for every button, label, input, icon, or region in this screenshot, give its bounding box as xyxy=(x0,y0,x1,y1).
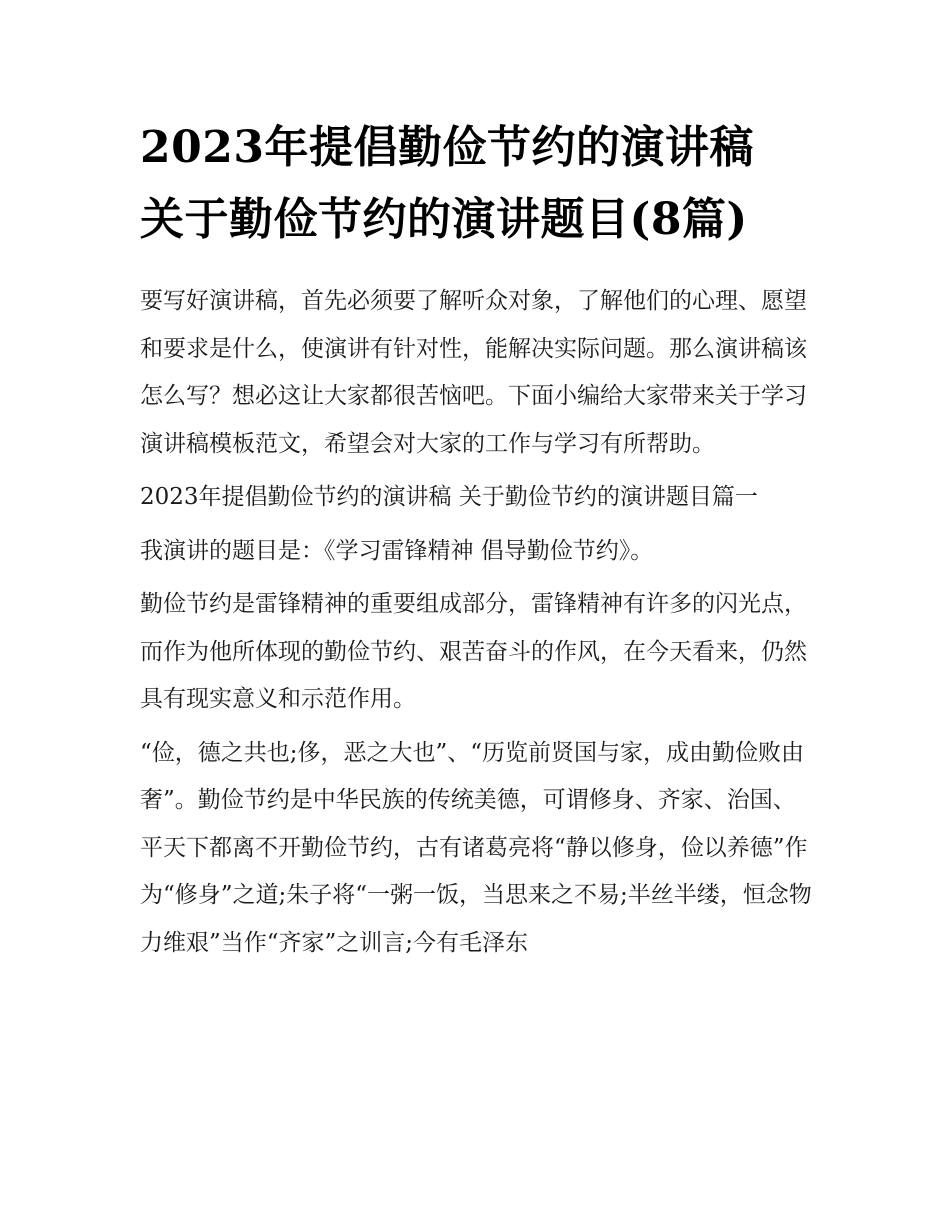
body-paragraph: “俭，德之共也;侈，恶之大也”、“历览前贤国与家，成由勤俭败由奢”。勤俭节约是中华民族的传统美德，可谓修身、齐家、治国、平天下都离不开勤俭节约，古有诸葛亮将“静以修身，俭以养德”作为“修身”之道;朱子将“一粥一饭，当思来之不易;半丝半缕，恒念物力维艰”当作“齐家”之训言;今有毛泽东 xyxy=(140,739,812,956)
document-body xyxy=(140,278,812,967)
section-heading: 2023年提倡勤俭节约的演讲稿 关于勤俭节约的演讲题目篇一 xyxy=(140,484,758,510)
speech-topic-paragraph: 我演讲的题目是：《学习雷锋精神 倡导勤俭节约》。 xyxy=(140,537,654,564)
document-page xyxy=(140,112,812,973)
intro-paragraph: 要写好演讲稿，首先必须要了解听众对象，了解他们的心理、愿望和要求是什么，使演讲有针对性，能解决实际问题。那么演讲稿该怎么写？想必这让大家都很苦恼吧。下面小编给大家带来关于学习演讲稿模板范文，希望会对大家的工作与学习有所帮助。 xyxy=(140,288,807,457)
body-paragraph: 勤俭节约是雷锋精神的重要组成部分，雷锋精神有许多的闪光点，而作为他所体现的勤俭节约、艰苦奋斗的作风，在今天看来，仍然具有现实意义和示范作用。 xyxy=(140,591,807,712)
document-title: 2023年提倡勤俭节约的演讲稿 关于勤俭节约的演讲题目(8篇) xyxy=(140,122,754,245)
